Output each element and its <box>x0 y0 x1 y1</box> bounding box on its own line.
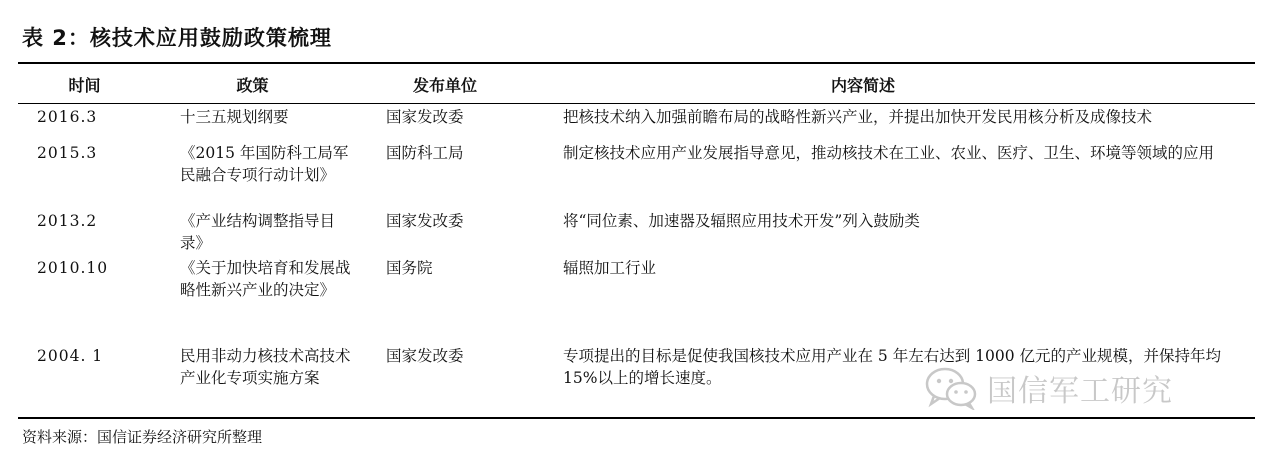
row-time: 2016.3 <box>37 108 98 126</box>
watermark-text: 国信军工研究 <box>987 374 1173 409</box>
row-content: 制定核技术应用产业发展指导意见，推动核技术在工业、农业、医疗、卫生、环境等领域的应用 <box>563 144 1215 162</box>
row-policy: 《2015 年国防科工局军民融合专项行动计划》 <box>180 144 349 184</box>
top-rule <box>18 62 1255 64</box>
header-content: 内容简述 <box>830 76 895 95</box>
row-content: 专项提出的目标是促使我国核技术应用产业在 5 年左右达到 1000 亿元的产业规模，并保持年均 15%以上的增长速度。 <box>563 347 1222 387</box>
bottom-rule <box>18 417 1255 419</box>
watermark <box>925 362 1173 414</box>
header-policy: 政策 <box>236 76 269 95</box>
row-content: 把核技术纳入加强前瞻布局的战略性新兴产业，并提出加快开发民用核分析及成像技术 <box>563 108 1153 126</box>
row-time: 2004. 1 <box>37 347 104 365</box>
row-policy: 民用非动力核技术高技术产业化专项实施方案 <box>180 347 351 387</box>
row-time: 2010.10 <box>37 259 109 277</box>
source-note: 资料来源：国信证券经济研究所整理 <box>22 428 263 446</box>
row-content: 辐照加工行业 <box>563 259 657 277</box>
row-content: 将“同位素、加速器及辐照应用技术开发”列入鼓励类 <box>563 212 920 230</box>
wechat-icon <box>925 366 977 410</box>
row-unit: 国家发改委 <box>386 212 464 230</box>
row-unit: 国家发改委 <box>386 108 464 126</box>
header-rule <box>18 103 1255 104</box>
row-time: 2013.2 <box>37 212 98 230</box>
header-unit: 发布单位 <box>412 76 477 95</box>
row-policy: 《关于加快培育和发展战略性新兴产业的决定》 <box>180 259 351 299</box>
header-time: 时间 <box>68 76 101 95</box>
row-policy: 十三五规划纲要 <box>180 108 289 126</box>
table-title: 表 2：核技术应用鼓励政策梳理 <box>22 26 332 50</box>
row-time: 2015.3 <box>37 144 98 162</box>
row-unit: 国务院 <box>386 259 433 277</box>
row-unit: 国防科工局 <box>386 144 464 162</box>
row-unit: 国家发改委 <box>386 347 464 365</box>
row-policy: 《产业结构调整指导目录》 <box>180 212 336 252</box>
